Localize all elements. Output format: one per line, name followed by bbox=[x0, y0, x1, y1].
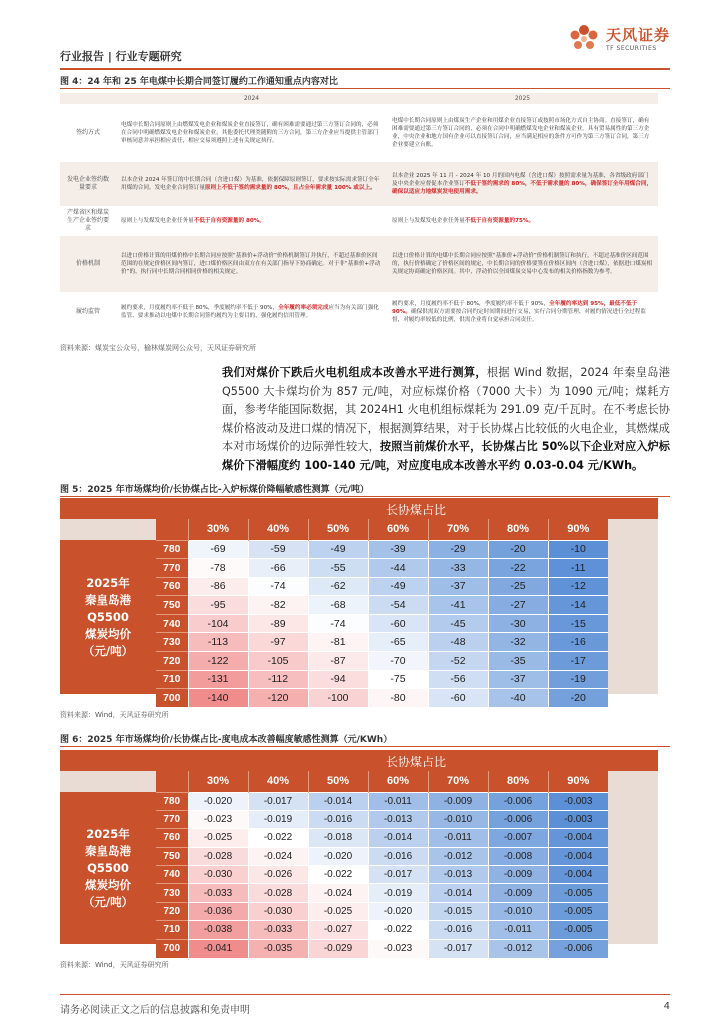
heatmap-cell: -0.003 bbox=[548, 810, 608, 828]
heatmap-cell: -0.022 bbox=[248, 829, 308, 847]
table-row bbox=[156, 633, 608, 652]
table-row bbox=[60, 104, 658, 162]
row-label: 产煤省区和煤炭生产企业签约要求 bbox=[66, 209, 109, 232]
table-row bbox=[156, 939, 608, 957]
heatmap-cell: -48 bbox=[428, 633, 488, 652]
heatmap-cell: -60 bbox=[428, 689, 488, 708]
column-header: 30% bbox=[188, 771, 248, 792]
corner-cell bbox=[60, 93, 116, 104]
heatmap-cell: -0.009 bbox=[488, 866, 548, 884]
heatmap-cell: -0.020 bbox=[368, 902, 428, 920]
row-header: 720 bbox=[156, 902, 188, 920]
column-header: 50% bbox=[308, 771, 368, 792]
coal-price-sensitivity-table bbox=[60, 498, 658, 705]
heatmap-cell: -11 bbox=[548, 559, 608, 578]
heatmap-cell: -35 bbox=[488, 652, 548, 671]
paragraph-body: 根据 Wind 数据，2024 年秦皇岛港 Q5500 大卡煤均价为 857 元/吨，对应标煤价格（7000 大卡）为 1090 元/吨；煤耗方面，参考华能国际数据，其 2024H1 火电机组标煤耗为 291.09 克/千瓦时。在不考虑长协煤价格波动及进口煤的情况下，根据测算结果，对于长协煤占比较低的火电企业，其燃煤成本对市场煤价的边际弹性较大， bbox=[222, 366, 670, 453]
page-number: 4 bbox=[663, 1001, 670, 1012]
column-header: 80% bbox=[488, 519, 548, 540]
heatmap-cell: -78 bbox=[188, 559, 248, 578]
heatmap-cell: -0.016 bbox=[368, 847, 428, 865]
heatmap-cell: -54 bbox=[368, 596, 428, 615]
paragraph-lead: 我们对煤价下跌后火电机组成本改善水平进行测算， bbox=[222, 366, 487, 379]
heatmap-cell: -0.014 bbox=[428, 884, 488, 902]
heatmap-cell: -27 bbox=[488, 596, 548, 615]
column-header: 30% bbox=[188, 519, 248, 540]
page-footer bbox=[60, 994, 670, 1016]
heatmap-cell: -0.010 bbox=[428, 810, 488, 828]
heatmap-cell: -74 bbox=[308, 614, 368, 633]
heatmap-cell: -0.016 bbox=[428, 921, 488, 939]
row-header: 780 bbox=[156, 540, 188, 559]
heatmap-cell: -56 bbox=[428, 670, 488, 689]
heatmap-cell: -0.028 bbox=[188, 847, 248, 865]
col-2024-header: 2024 bbox=[116, 93, 387, 104]
row-header: 750 bbox=[156, 847, 188, 865]
heatmap-cell: -0.006 bbox=[548, 939, 608, 957]
table-row bbox=[156, 884, 608, 902]
figure4-source: 资料来源：煤炭宝公众号，榆林煤炭网公众号，天风证券研究所 bbox=[60, 344, 256, 352]
heatmap-cell: -0.017 bbox=[368, 866, 428, 884]
sensitivity-grid bbox=[156, 771, 608, 958]
row-header: 760 bbox=[156, 577, 188, 596]
page-header bbox=[60, 26, 670, 70]
heatmap-cell: -30 bbox=[488, 614, 548, 633]
heatmap-cell: -0.023 bbox=[188, 810, 248, 828]
heatmap-cell: -0.019 bbox=[248, 810, 308, 828]
heatmap-cell: -0.004 bbox=[548, 847, 608, 865]
analysis-paragraph bbox=[222, 364, 670, 475]
table-row bbox=[156, 847, 608, 865]
kwh-cost-sensitivity-table bbox=[60, 750, 658, 955]
table-row bbox=[156, 614, 608, 633]
heatmap-cell: -0.027 bbox=[308, 921, 368, 939]
cell-2024: 以进口价格计算的用煤价格中长期合同应按照“基准价+浮动价”价格机制签订并执行，不超过基准价区间范围的在规定价格区间内签订，进口煤价格区间由双方在有关部门指导下协商确定。对于非“基准价+浮动价”的，执行同中长期合同相同价格的相关规定。 bbox=[116, 236, 387, 292]
row-label: 价格机制 bbox=[60, 236, 116, 292]
heatmap-cell: -0.033 bbox=[248, 921, 308, 939]
row-group-label: 2025年 秦皇岛港 Q5500 煤炭均价 （元/吨） bbox=[60, 792, 156, 944]
heatmap-cell: -0.033 bbox=[188, 884, 248, 902]
heatmap-cell: -87 bbox=[308, 652, 368, 671]
cell-2025: 电煤中长期合同原则上由煤炭生产企业和用煤企业直接签订或按照市场化方式自主协商。直接签订，确有困难需要通过第三方签订合同的，必须在合同中明确燃煤发电企业和煤炭企业。具有贸易属性的第三方企业，中央企业和地方国有企业可以直接签订合同，应当满足相应的条件方可作为第三方签订合同，第三方企业要建立台账。 bbox=[392, 118, 650, 148]
heatmap-cell: -0.004 bbox=[548, 829, 608, 847]
heatmap-cell: -122 bbox=[188, 652, 248, 671]
cell-2024: 以本企业 2024 年签订的中长期合同（含进口煤）为基准，依据保障原则签订，要求按实际需求签订全年用煤的合同。发电企业合同签订量原则上不低于签约需求量的 80%，且占全年需求量 100% 或以上。 bbox=[116, 162, 387, 206]
heatmap-cell: -75 bbox=[368, 670, 428, 689]
heatmap-cell: -0.010 bbox=[488, 902, 548, 920]
row-header: 730 bbox=[156, 884, 188, 902]
policy-comparison-table bbox=[60, 93, 658, 332]
heatmap-cell: -0.005 bbox=[548, 902, 608, 920]
row-header: 720 bbox=[156, 652, 188, 671]
heatmap-cell: -68 bbox=[308, 596, 368, 615]
column-group-label: 长协煤占比 bbox=[386, 755, 447, 769]
heatmap-cell: -140 bbox=[188, 689, 248, 708]
table-row bbox=[60, 236, 658, 292]
heatmap-cell: -0.011 bbox=[428, 829, 488, 847]
sensitivity-grid bbox=[156, 519, 608, 707]
row-header: 700 bbox=[156, 689, 188, 708]
column-header: 70% bbox=[428, 519, 488, 540]
heatmap-cell: -0.006 bbox=[488, 810, 548, 828]
heatmap-cell: -37 bbox=[488, 670, 548, 689]
heatmap-cell: -0.030 bbox=[248, 902, 308, 920]
heatmap-cell: -0.006 bbox=[488, 792, 548, 810]
heatmap-cell: -66 bbox=[248, 559, 308, 578]
heatmap-cell: -0.041 bbox=[188, 939, 248, 957]
heatmap-cell: -0.018 bbox=[308, 829, 368, 847]
heatmap-cell: -0.026 bbox=[248, 866, 308, 884]
heatmap-cell: -0.011 bbox=[368, 792, 428, 810]
brand-logo bbox=[566, 22, 670, 54]
heatmap-cell: -0.012 bbox=[488, 939, 548, 957]
table-row bbox=[156, 577, 608, 596]
heatmap-cell: -25 bbox=[488, 577, 548, 596]
heatmap-cell: -0.022 bbox=[368, 921, 428, 939]
table-row bbox=[156, 670, 608, 689]
row-header: 730 bbox=[156, 633, 188, 652]
cell-2024: 履约要求，月度履约率不低于 80%，季度履约率不低于 90%，全年履约率必须完成应当为有关部门强化监管、要求推动以电煤中长期合同签约履约为主要目的，强化履约信用管理。 bbox=[121, 305, 379, 319]
heatmap-cell: -0.036 bbox=[188, 902, 248, 920]
figure4-title: 图 4：24 年和 25 年电煤中长期合同签订履约工作通知重点内容对比 bbox=[60, 77, 338, 87]
figure4-rule bbox=[60, 88, 670, 89]
table-row bbox=[156, 792, 608, 810]
heatmap-cell: -59 bbox=[248, 540, 308, 559]
heatmap-cell: -0.014 bbox=[308, 792, 368, 810]
column-header: 60% bbox=[368, 519, 428, 540]
heatmap-cell: -15 bbox=[548, 614, 608, 633]
figure5-title: 图 5：2025 年市场煤均价/长协煤占比-入炉标煤价降幅敏感性测算（元/吨） bbox=[60, 485, 369, 495]
row-header: 770 bbox=[156, 810, 188, 828]
heatmap-cell: -16 bbox=[548, 633, 608, 652]
heatmap-cell: -0.003 bbox=[548, 792, 608, 810]
table-row bbox=[156, 559, 608, 578]
heatmap-cell: -131 bbox=[188, 670, 248, 689]
heatmap-cell: -41 bbox=[428, 596, 488, 615]
heatmap-cell: -37 bbox=[428, 577, 488, 596]
heatmap-cell: -12 bbox=[548, 577, 608, 596]
table-row bbox=[60, 206, 658, 236]
heatmap-cell: -0.008 bbox=[488, 847, 548, 865]
heatmap-cell: -0.022 bbox=[308, 866, 368, 884]
heatmap-cell: -0.025 bbox=[308, 902, 368, 920]
heatmap-cell: -0.020 bbox=[188, 792, 248, 810]
column-header: 40% bbox=[248, 771, 308, 792]
heatmap-cell: -0.020 bbox=[308, 847, 368, 865]
table-row bbox=[60, 162, 658, 206]
disclaimer-text: 请务必阅读正文之后的信息披露和免责申明 bbox=[60, 1005, 250, 1016]
heatmap-cell: -0.014 bbox=[368, 829, 428, 847]
heatmap-cell: -0.025 bbox=[188, 829, 248, 847]
heatmap-cell: -33 bbox=[428, 559, 488, 578]
heatmap-cell: -0.016 bbox=[308, 810, 368, 828]
heatmap-cell: -65 bbox=[368, 633, 428, 652]
heatmap-cell: -49 bbox=[308, 540, 368, 559]
heatmap-cell: -74 bbox=[248, 577, 308, 596]
heatmap-cell: -0.011 bbox=[488, 921, 548, 939]
row-header: 750 bbox=[156, 596, 188, 615]
heatmap-cell: -82 bbox=[248, 596, 308, 615]
figure6-rule bbox=[60, 746, 670, 747]
column-group-label: 长协煤占比 bbox=[386, 503, 447, 517]
paragraph-conclusion: 按照当前煤价水平，长协煤占比 50%以下企业对应入炉标煤价下滑幅度约 100-140 元/吨，对应度电成本改善水平约 0.03-0.04 元/KWh。 bbox=[222, 440, 670, 472]
flower-logo-icon bbox=[566, 22, 602, 54]
column-header: 50% bbox=[308, 519, 368, 540]
table-row bbox=[156, 689, 608, 708]
heatmap-cell: -39 bbox=[368, 540, 428, 559]
heatmap-cell: -0.013 bbox=[368, 810, 428, 828]
cell-2024: 原则上与发煤发电企业任务量不低于自有资源量的 80%。 bbox=[121, 218, 266, 224]
row-label: 发电企业签约数量要求 bbox=[60, 162, 116, 206]
heatmap-cell: -32 bbox=[488, 633, 548, 652]
heatmap-cell: -52 bbox=[428, 652, 488, 671]
heatmap-cell: -44 bbox=[368, 559, 428, 578]
heatmap-cell: -45 bbox=[428, 614, 488, 633]
cell-2025: 以本企业 2025 年 11 月 - 2024 年 10 月的国内电煤（含进口煤）按照需求量为基准，各省级政府部门及中央企业应督促本企业签订不低于签约需求的 80%，不低于需求量的 80%，确保签订全年用煤合同，确保以适应力地煤炭发电使用需求。 bbox=[387, 162, 658, 206]
figure6-source: 资料来源：Wind，天风证券研究所 bbox=[60, 961, 169, 969]
heatmap-cell: -0.015 bbox=[428, 902, 488, 920]
heatmap-cell: -20 bbox=[488, 540, 548, 559]
row-header: 740 bbox=[156, 866, 188, 884]
heatmap-cell: -95 bbox=[188, 596, 248, 615]
heatmap-cell: -0.013 bbox=[428, 866, 488, 884]
heatmap-cell: -112 bbox=[248, 670, 308, 689]
table-row bbox=[156, 540, 608, 559]
heatmap-cell: -0.038 bbox=[188, 921, 248, 939]
row-header: 780 bbox=[156, 792, 188, 810]
table-row bbox=[156, 810, 608, 828]
heatmap-cell: -14 bbox=[548, 596, 608, 615]
heatmap-cell: -81 bbox=[308, 633, 368, 652]
cell-2025: 履约要求，月度履约率不低于 80%，季度履约率不低于 90%，全年履约率达到 95%，最低不低于 90%。确保供需双方需要按合同约定时间期间进行交易，实行合同分期管理、对履约情况进行全过程监督，对履约率较低的比例，供需企业将自觉承担合同责任。 bbox=[392, 301, 646, 323]
table-row bbox=[156, 596, 608, 615]
table-header-bar bbox=[60, 750, 658, 771]
heatmap-cell: -49 bbox=[368, 577, 428, 596]
column-header: 60% bbox=[368, 771, 428, 792]
column-header: 90% bbox=[548, 519, 608, 540]
column-header: 80% bbox=[488, 771, 548, 792]
row-header: 700 bbox=[156, 939, 188, 957]
table-row bbox=[156, 866, 608, 884]
row-group-label: 2025年 秦皇岛港 Q5500 煤炭均价 （元/吨） bbox=[60, 540, 156, 694]
column-header: 90% bbox=[548, 771, 608, 792]
heatmap-cell: -105 bbox=[248, 652, 308, 671]
figure5-source: 资料来源：Wind，天风证券研究所 bbox=[60, 711, 169, 719]
table-header-bar bbox=[60, 498, 658, 519]
cell-2024: 电煤中长期合同原则上由燃煤发电企业和煤炭企业直接签订，确有困难需要通过第三方签订合同的，必须在合同中明确燃煤发电企业和煤炭企业。其他委托代理类随附的三方合同，第三方企业应当提供主管部门审核同意并承担相应责任，相应交易须遵照上述有关规定执行。 bbox=[121, 122, 379, 144]
heatmap-cell: -0.005 bbox=[548, 884, 608, 902]
heatmap-cell: -62 bbox=[308, 577, 368, 596]
column-header: 40% bbox=[248, 519, 308, 540]
heatmap-cell: -0.023 bbox=[368, 939, 428, 957]
heatmap-cell: -10 bbox=[548, 540, 608, 559]
heatmap-cell: -0.024 bbox=[308, 884, 368, 902]
table-row bbox=[156, 921, 608, 939]
heatmap-cell: -17 bbox=[548, 652, 608, 671]
corner-cell bbox=[156, 771, 188, 792]
heatmap-cell: -0.019 bbox=[368, 884, 428, 902]
row-header: 760 bbox=[156, 829, 188, 847]
heatmap-cell: -0.017 bbox=[428, 939, 488, 957]
table-row bbox=[156, 652, 608, 671]
heatmap-cell: -113 bbox=[188, 633, 248, 652]
column-header: 70% bbox=[428, 771, 488, 792]
heatmap-cell: -0.004 bbox=[548, 866, 608, 884]
heatmap-cell: -0.009 bbox=[488, 884, 548, 902]
heatmap-cell: -0.005 bbox=[548, 921, 608, 939]
heatmap-cell: -0.007 bbox=[488, 829, 548, 847]
table-row bbox=[60, 292, 658, 332]
heatmap-cell: -0.024 bbox=[248, 847, 308, 865]
corner-cell bbox=[156, 519, 188, 540]
heatmap-cell: -0.035 bbox=[248, 939, 308, 957]
heatmap-cell: -69 bbox=[188, 540, 248, 559]
heatmap-cell: -0.028 bbox=[248, 884, 308, 902]
heatmap-cell: -60 bbox=[368, 614, 428, 633]
heatmap-cell: -97 bbox=[248, 633, 308, 652]
col-2025-header: 2025 bbox=[387, 93, 658, 104]
heatmap-cell: -40 bbox=[488, 689, 548, 708]
table-row bbox=[156, 829, 608, 847]
heatmap-cell: -19 bbox=[548, 670, 608, 689]
heatmap-cell: -100 bbox=[308, 689, 368, 708]
logo-name-en: TF SECURITIES bbox=[605, 45, 657, 52]
heatmap-cell: -20 bbox=[548, 689, 608, 708]
logo-name: 天风证券 bbox=[605, 26, 670, 44]
heatmap-cell: -22 bbox=[488, 559, 548, 578]
figure5-rule bbox=[60, 496, 670, 497]
heatmap-cell: -86 bbox=[188, 577, 248, 596]
heatmap-cell: -0.017 bbox=[248, 792, 308, 810]
heatmap-cell: -94 bbox=[308, 670, 368, 689]
heatmap-cell: -55 bbox=[308, 559, 368, 578]
heatmap-cell: -120 bbox=[248, 689, 308, 708]
heatmap-cell: -0.029 bbox=[308, 939, 368, 957]
report-type: 行业报告 | 行业专题研究 bbox=[60, 50, 182, 63]
row-label: 签约方式 bbox=[75, 129, 100, 136]
cell-2025: 以进口价格计算的电煤中长期合同应按照“基准价+浮动价”价格机制签订和执行，不超过基准价区间范围的，执行价格确定了价格区间的规定，中长期合同的价格要签在价格区间内（含进口煤），依据进口煤炭相关规定协商确定价格区间。其中，浮动价以全国煤炭交易中心发布的相关价格指数为参考。 bbox=[387, 236, 658, 292]
heatmap-cell: -29 bbox=[428, 540, 488, 559]
row-header: 770 bbox=[156, 559, 188, 578]
heatmap-cell: -0.012 bbox=[428, 847, 488, 865]
heatmap-cell: -0.030 bbox=[188, 866, 248, 884]
figure6-title: 图 6：2025 年市场煤均价/长协煤占比-度电成本改善幅度敏感性测算（元/KWh） bbox=[60, 735, 393, 745]
row-label: 履约监管 bbox=[75, 308, 100, 315]
heatmap-cell: -104 bbox=[188, 614, 248, 633]
row-header: 740 bbox=[156, 614, 188, 633]
row-header: 710 bbox=[156, 670, 188, 689]
heatmap-cell: -70 bbox=[368, 652, 428, 671]
heatmap-cell: -80 bbox=[368, 689, 428, 708]
cell-2025: 原则上与发煤发电企业任务量不低于自有资源量的75%。 bbox=[392, 218, 535, 224]
row-header: 710 bbox=[156, 921, 188, 939]
table-row bbox=[156, 902, 608, 920]
heatmap-cell: -89 bbox=[248, 614, 308, 633]
heatmap-cell: -0.009 bbox=[428, 792, 488, 810]
